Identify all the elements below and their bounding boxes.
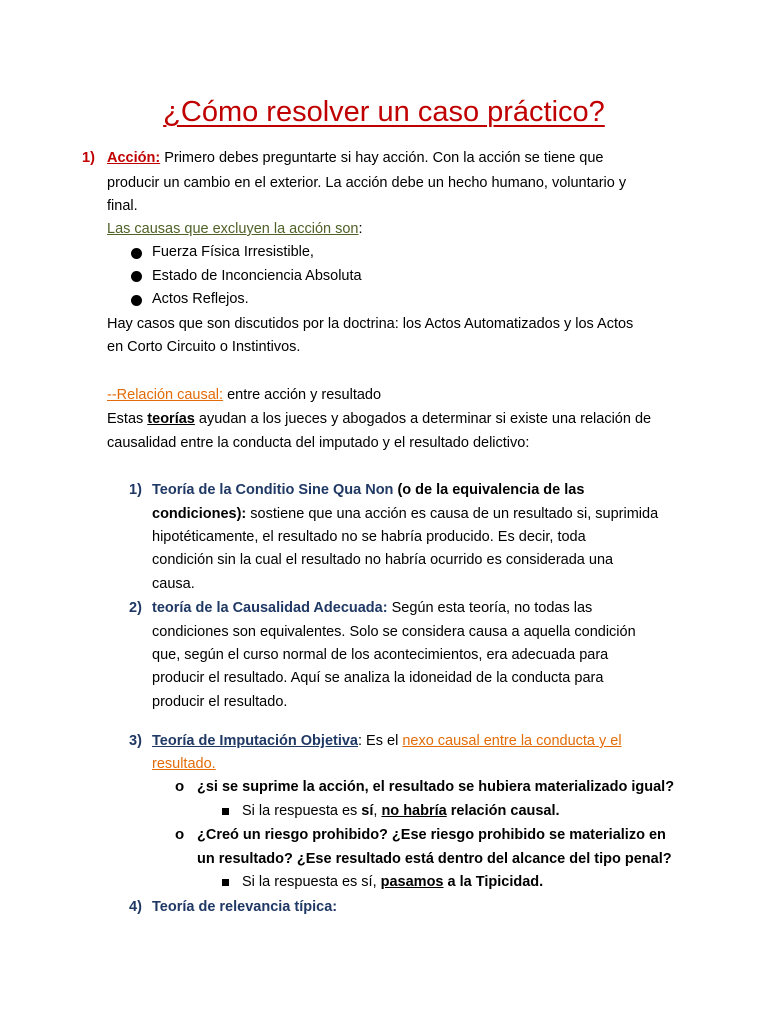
causas-label: Las causas que excluyen la acción son	[107, 221, 359, 237]
teorias-word: teorías	[147, 411, 195, 427]
answer-2-a: Si la respuesta es sí,	[242, 874, 381, 890]
teoria-1-line-1	[152, 480, 584, 500]
relacion-text-a: Estas	[107, 411, 148, 427]
circle-bullet-icon: o	[175, 778, 185, 795]
teoria-2-line-5: producir el resultado.	[152, 694, 288, 710]
relacion-label: --Relación causal:	[107, 387, 224, 403]
answer-1-rest: relación causal.	[446, 803, 560, 819]
teoria-2-line-2: condiciones son equivalentes. Solo se considera causa a aquella condición	[152, 624, 636, 640]
page-title: ¿Cómo resolver un caso práctico?	[163, 96, 605, 128]
bullet-icon	[131, 271, 142, 282]
causa-item-1: Fuerza Física Irresistible,	[152, 244, 314, 260]
bullet-icon	[131, 295, 142, 306]
square-bullet-icon	[222, 808, 229, 815]
teoria-1-text: sostiene que una acción es causa de un resultado si, suprimida	[246, 506, 659, 522]
causas-colon: :	[358, 221, 363, 237]
teoria-1-line-2	[152, 504, 658, 524]
teoria-3-name: Teoría de Imputación Objetiva	[152, 733, 358, 749]
accion-label: Acción:	[107, 150, 161, 166]
teoria-1-line-4: condición sin la cual el resultado no habría ocurrido es considerada una	[152, 552, 614, 568]
theory-number: 2)	[129, 600, 142, 616]
teoria-1-line-5: causa.	[152, 576, 195, 592]
circle-bullet-icon: o	[175, 826, 185, 843]
causa-item-3: Actos Reflejos.	[152, 291, 249, 307]
accion-paragraph-line-1	[107, 148, 603, 168]
accion-text-1: Primero debes preguntarte si hay acción. Con la acción se tiene que	[160, 150, 604, 166]
bullet-icon	[131, 248, 142, 259]
causas-heading	[107, 219, 363, 239]
relacion-paragraph-line-1	[107, 409, 651, 429]
teoria-1-paren: (o de la equivalencia de las	[393, 482, 585, 498]
nexo-causal-text-2: resultado.	[152, 756, 216, 772]
teoria-1-line-3: hipotéticamente, el resultado no se habría producido. Es decir, toda	[152, 529, 586, 545]
theory-number: 3)	[129, 733, 142, 749]
theory-number: 1)	[129, 482, 142, 498]
question-2-line-2: un resultado? ¿Ese resultado está dentro del alcance del tipo penal?	[197, 851, 672, 867]
answer-1-a: Si la respuesta es	[242, 803, 362, 819]
question-2-line-1: ¿Creó un riesgo prohibido? ¿Ese riesgo prohibido se materializo en	[197, 827, 666, 843]
nexo-causal-text: nexo causal entre la conducta y el	[402, 733, 622, 749]
causa-item-2: Estado de Inconciencia Absoluta	[152, 268, 362, 284]
teoria-1-name: Teoría de la Conditio Sine Qua Non	[152, 482, 394, 498]
teoria-3-line-2	[152, 754, 216, 774]
teoria-2-text: Según esta teoría, no todas las	[387, 600, 593, 616]
answer-2	[242, 872, 543, 892]
answer-2-rest: a la Tipicidad.	[443, 874, 544, 890]
theory-number: 4)	[129, 899, 142, 915]
relacion-rest: entre acción y resultado	[223, 387, 382, 403]
discutidos-line-1: Hay casos que son discutidos por la doctrina: los Actos Automatizados y los Actos	[107, 316, 634, 332]
discutidos-line-2: en Corto Circuito o Instintivos.	[107, 339, 301, 355]
accion-paragraph-line-3: final.	[107, 198, 138, 214]
relacion-paragraph-line-2: causalidad entre la conducta del imputado y el resultado delictivo:	[107, 435, 530, 451]
teoria-4-name: Teoría de relevancia típica:	[152, 899, 338, 915]
teoria-2-name: teoría de la Causalidad Adecuada:	[152, 600, 388, 616]
teoria-1-paren-2: condiciones):	[152, 506, 247, 522]
relacion-text-c: ayudan a los jueces y abogados a determinar si existe una relación de	[194, 411, 652, 427]
teoria-3-mid: : Es el	[358, 733, 403, 749]
relacion-heading	[107, 385, 381, 405]
section-number: 1)	[82, 150, 95, 166]
question-1: ¿si se suprime la acción, el resultado se hubiera materializado igual?	[197, 779, 675, 795]
teoria-2-line-1	[152, 598, 592, 618]
teoria-3-line-1	[152, 731, 622, 751]
teoria-2-line-3: que, según el curso normal de los acontecimientos, era adecuada para	[152, 647, 609, 663]
square-bullet-icon	[222, 879, 229, 886]
answer-1-comma: ,	[373, 803, 382, 819]
accion-paragraph-line-2: producir un cambio en el exterior. La acción debe un hecho humano, voluntario y	[107, 175, 627, 191]
answer-1	[242, 801, 560, 821]
teoria-2-line-4: producir el resultado. Aquí se analiza la idoneidad de la conducta para	[152, 670, 604, 686]
answer-1-no-habria: no habría	[381, 803, 447, 819]
answer-1-si: sí	[361, 803, 374, 819]
answer-2-pasamos: pasamos	[380, 874, 444, 890]
